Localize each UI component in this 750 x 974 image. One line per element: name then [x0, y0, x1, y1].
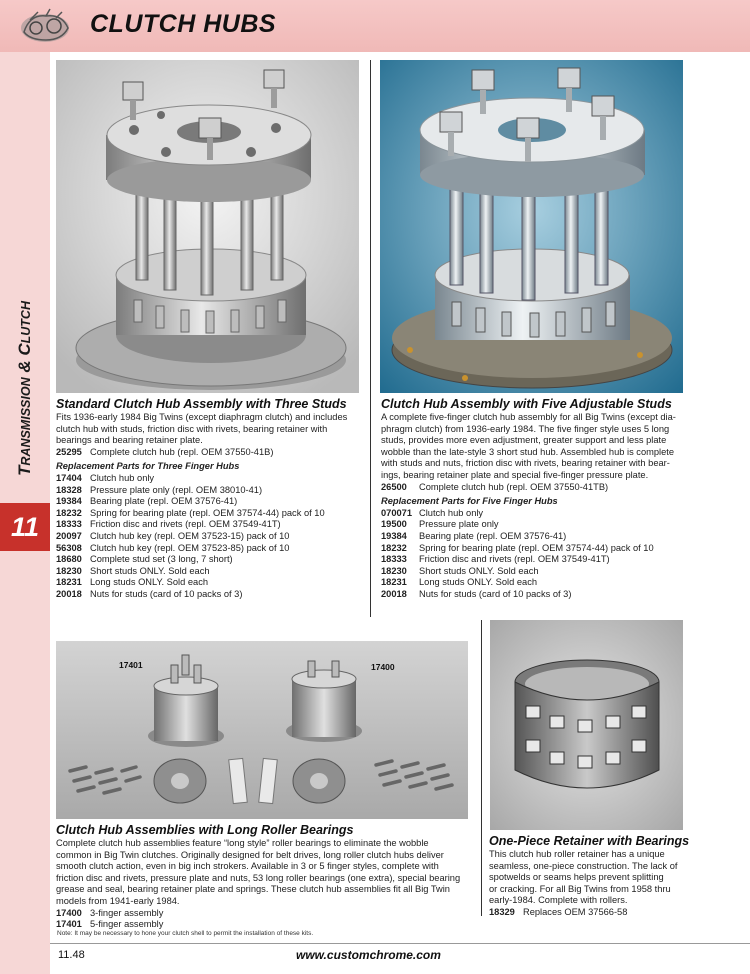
part-row: [56, 554, 368, 566]
part-desc: Replaces OEM 37566-58: [523, 906, 628, 917]
description-line: bearings and bearing retainer plate.: [56, 435, 203, 446]
long-roller-title: Clutch Hub Assemblies with Long Roller Bearings: [56, 823, 354, 837]
five-studs-title: Clutch Hub Assembly with Five Adjustable Studs: [381, 397, 672, 411]
part-desc: Clutch hub key (repl. OEM 37523-85) pack of 10: [90, 542, 290, 553]
description-line: clutch hub with studs, friction disc with rivets, bearing retainer with: [56, 423, 328, 434]
replacement-heading: Replacement Parts for Five Finger Hubs: [381, 496, 558, 507]
five-studs-block: [381, 397, 696, 601]
part-number: 18680: [56, 554, 82, 565]
website-link[interactable]: www.customchrome.com: [296, 948, 441, 962]
footer-note: Note: It may be necessary to hone your clutch shell to permit the installation of these kits.: [57, 930, 314, 937]
part-number: 17400: [56, 907, 82, 918]
part-row: [381, 543, 696, 555]
part-row: [56, 485, 368, 497]
part-row: [56, 919, 474, 931]
part-desc: Nuts for studs (card of 10 packs of 3): [90, 588, 243, 599]
description-line: This clutch hub roller retainer has a unique: [489, 849, 665, 859]
part-number: 18333: [381, 554, 407, 565]
five-studs-hub-photo: [380, 60, 683, 393]
part-desc: Bearing plate (repl. OEM 37576-41): [90, 496, 238, 507]
retainer-photo: [490, 620, 683, 830]
part-number: 17401: [56, 919, 82, 930]
main-part-row: [381, 482, 696, 494]
retainer-title: One-Piece Retainer with Bearings: [489, 834, 690, 848]
part-number: 18230: [381, 565, 407, 576]
section-label-text: TRANSMISSION & CLUTCH: [15, 301, 34, 476]
retainer-description: [489, 849, 699, 907]
part-desc: Bearing plate (repl. OEM 37576-41): [419, 530, 567, 541]
three-studs-description: [56, 412, 368, 447]
page-number: 11.48: [58, 949, 85, 961]
part-desc: Spring for bearing plate (repl. OEM 37574-44) pack of 10: [90, 507, 325, 518]
part-row: [56, 508, 368, 520]
three-studs-title: Standard Clutch Hub Assembly with Three Studs: [56, 397, 347, 411]
part-row: [56, 566, 368, 578]
part-number: 19500: [381, 519, 407, 530]
part-number: 18232: [381, 542, 407, 553]
three-studs-hub-photo: [56, 60, 359, 393]
page-title: CLUTCH HUBS: [90, 10, 277, 38]
part-row: [56, 589, 368, 601]
description-line: Fits 1936-early 1984 Big Twins (except diaphragm clutch) and includes: [56, 412, 348, 422]
part-row: [381, 554, 696, 566]
description-line: common in Big Twin clutches. Originally designed for belt drives, long roller clutch hubs deliver: [56, 849, 444, 860]
column-divider: [370, 60, 371, 617]
five-studs-parts-list: [381, 508, 696, 601]
photo-label-17401: 17401: [119, 660, 143, 670]
long-roller-description: [56, 838, 474, 908]
part-desc: Nuts for studs (card of 10 packs of 3): [419, 588, 572, 599]
part-desc: Clutch hub only: [90, 472, 155, 483]
part-desc: 3-finger assembly: [90, 907, 164, 918]
description-line: smooth clutch action, even in big inch strokers. Available in 3 or 5 finger styles, complete with: [56, 861, 439, 872]
section-label: [3, 250, 43, 480]
part-number: 19384: [381, 530, 407, 541]
part-desc: Friction disc and rivets (repl. OEM 37549-41T): [90, 519, 281, 530]
part-number: 20018: [381, 588, 407, 599]
description-line: wobble than the late-style 3 short stud hub. Assembled hub is complete: [381, 446, 675, 457]
photo-label-17400: 17400: [371, 662, 395, 672]
description-line: grease and seal, bearing retainer plate and springs. These clutch hub assemblies fit all Big Twin: [56, 884, 450, 895]
description-line: early-1984. Complete with rollers.: [489, 895, 628, 906]
replacement-heading: Replacement Parts for Three Finger Hubs: [56, 461, 240, 472]
description-line: models from 1941-early 1984.: [56, 895, 180, 906]
five-studs-description: [381, 412, 696, 482]
part-row: [56, 473, 368, 485]
part-row: [381, 519, 696, 531]
three-studs-block: [56, 397, 368, 601]
engine-logo-icon: [16, 6, 74, 46]
long-roller-hubs-photo: [56, 641, 468, 819]
part-number: 18328: [56, 484, 82, 495]
description-line: phragm clutch) from 1936-early 1984. The five finger style uses 5 long: [381, 423, 670, 434]
description-line: studs, provides more even adjustment, greater support and less plate: [381, 435, 667, 446]
part-row: [56, 531, 368, 543]
three-studs-parts-list: [56, 473, 368, 601]
part-desc: Clutch hub only: [419, 507, 484, 518]
part-row: [381, 589, 696, 601]
description-line: Complete clutch hub assemblies feature “long style” roller bearings to eliminate the wobble: [56, 838, 429, 848]
part-number: 20097: [56, 530, 82, 541]
description-line: friction disc and rivets, pressure plate and nuts, 53 long roller bearings (one extra), special bearing: [56, 872, 461, 883]
part-desc: Long studs ONLY. Sold each: [90, 577, 209, 588]
part-number: 26500: [381, 481, 407, 492]
part-row: [381, 508, 696, 520]
part-desc: Short studs ONLY. Sold each: [419, 565, 539, 576]
part-number: 17404: [56, 472, 82, 483]
long-roller-block: [56, 823, 474, 931]
part-desc: Complete clutch hub (repl. OEM 37550-41B): [90, 446, 274, 457]
retainer-parts-list: [489, 907, 699, 919]
part-desc: Pressure plate only (repl. OEM 38010-41): [90, 484, 263, 495]
part-desc: Clutch hub key (repl. OEM 37523-15) pack of 10: [90, 530, 290, 541]
part-desc: Pressure plate only: [419, 519, 499, 530]
description-line: seamless, one-piece construction. The lack of: [489, 860, 678, 871]
part-number: 20018: [56, 588, 82, 599]
part-row: [56, 496, 368, 508]
long-roller-parts-list: [56, 908, 474, 931]
description-line: A complete five-finger clutch hub assembly for all Big Twins (except dia-: [381, 412, 676, 422]
part-number: 18329: [489, 906, 515, 917]
part-row: [381, 531, 696, 543]
description-line: or cracking. For all Big Twins from 1958 thru: [489, 883, 671, 894]
part-number: 18333: [56, 519, 82, 530]
retainer-block: [489, 834, 699, 919]
part-number: 070071: [381, 507, 413, 518]
part-number: 19384: [56, 496, 82, 507]
description-line: with studs and nuts, friction disc with rivets, bearing retainer with bear-: [381, 458, 670, 469]
part-desc: Long studs ONLY. Sold each: [419, 577, 538, 588]
part-number: 18232: [56, 507, 82, 518]
footer-rule: [50, 943, 750, 944]
description-line: spotwelds or seams helps prevent splitting: [489, 872, 664, 883]
main-part-row: [56, 447, 368, 459]
part-desc: Complete stud set (3 long, 7 short): [90, 554, 233, 565]
part-number: 56308: [56, 542, 82, 553]
part-number: 18231: [56, 577, 82, 588]
description-line: ings, bearing retainer plate and special five-finger pressure plate.: [381, 469, 649, 480]
part-row: [381, 566, 696, 578]
part-row: [56, 543, 368, 555]
part-row: [489, 907, 699, 919]
lower-divider: [481, 620, 482, 916]
chapter-badge: 11: [0, 503, 50, 551]
part-number: 18231: [381, 577, 407, 588]
part-desc: Spring for bearing plate (repl. OEM 37574-44) pack of 10: [419, 542, 654, 553]
part-row: [56, 577, 368, 589]
part-number: 18230: [56, 565, 82, 576]
part-desc: Short studs ONLY. Sold each: [90, 565, 210, 576]
part-number: 25295: [56, 446, 82, 457]
part-desc: Friction disc and rivets (repl. OEM 37549-41T): [419, 554, 610, 565]
part-row: [381, 577, 696, 589]
part-row: [56, 519, 368, 531]
part-desc: Complete clutch hub (repl. OEM 37550-41TB): [419, 481, 609, 492]
part-row: [56, 908, 474, 920]
part-desc: 5-finger assembly: [90, 919, 164, 930]
